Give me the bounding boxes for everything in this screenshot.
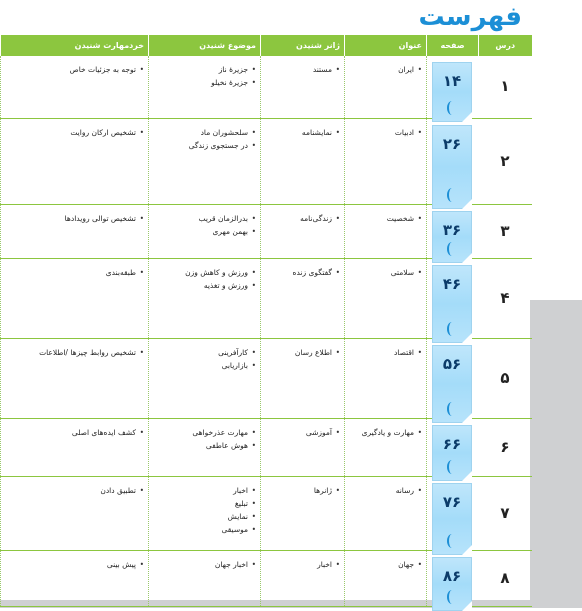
list-item: • تشخیص ارکان روایت [5,126,144,139]
genre-cell [261,338,345,418]
skill-list [5,346,144,359]
subject-list [153,63,256,89]
page-number: ۴۶ [442,274,462,293]
list-item: • ورزش و تغذیه [153,279,256,292]
list-item: • جزیرۀ ناز [153,63,256,76]
page-cell [427,418,479,476]
header-subject: موضوع شنیدن [149,35,261,56]
contents-table [0,35,532,607]
table-row [1,418,532,476]
list-item: • نمایشنامه [265,126,340,139]
list-item: • بدرالزمان قریب [153,212,256,225]
table-row [1,56,532,118]
page-tab[interactable] [432,345,472,423]
topic-list [349,266,422,279]
subject-list [153,212,256,238]
page-title: فهرست [418,2,522,32]
subject-list [153,426,256,452]
table-row [1,550,532,606]
subject-cell [149,476,261,550]
list-item: • تشخیص توالی رویدادها [5,212,144,225]
table-row [1,204,532,258]
topic-list [349,484,422,497]
genre-list [265,484,340,497]
header-row [1,35,532,56]
lesson-number: ۵ [479,338,532,418]
page-curl-icon [447,322,457,336]
topic-cell [345,476,427,550]
skill-cell [1,550,149,606]
page-tab[interactable] [432,125,472,209]
topic-list [349,558,422,571]
topic-list [349,63,422,76]
subject-cell [149,56,261,118]
skill-list [5,426,144,439]
topic-cell [345,204,427,258]
list-item: • مهارت و یادگیری [349,426,422,439]
page-tab[interactable] [432,62,472,122]
header-topic: عنوان [345,35,427,56]
page-cell [427,258,479,338]
page-number: ۷۶ [442,492,462,511]
subject-list [153,266,256,292]
list-item: • بهمن مهری [153,225,256,238]
subject-cell [149,258,261,338]
table-row [1,118,532,204]
list-item: • زندگی‌نامه [265,212,340,225]
skill-cell [1,258,149,338]
subject-list [153,558,256,571]
list-item: • اخبار [265,558,340,571]
header-lesson: درس [479,35,532,56]
genre-list [265,558,340,571]
page-curl-icon [447,402,457,416]
genre-cell [261,418,345,476]
topic-cell [345,258,427,338]
topic-cell [345,550,427,606]
list-item: • طبقه‌بندی [5,266,144,279]
list-item: • سلامتی [349,266,422,279]
list-item: • شخصیت [349,212,422,225]
topic-cell [345,118,427,204]
genre-list [265,426,340,439]
list-item: • ادبیات [349,126,422,139]
list-item: • سلحشوران ماد [153,126,256,139]
list-item: • توجه به جزئیات خاص [5,63,144,76]
table-row [1,258,532,338]
page-fold-icon [462,601,472,611]
page-tab[interactable] [432,425,472,481]
page-curl-icon [447,460,457,474]
page-number: ۲۶ [442,134,462,153]
list-item: • بازاریابی [153,359,256,372]
skill-list [5,126,144,139]
page-curl-icon [447,242,457,256]
list-item: • اخبار جهان [153,558,256,571]
list-item: • ژانرها [265,484,340,497]
genre-cell [261,204,345,258]
lesson-number: ۴ [479,258,532,338]
page-curl-icon [447,590,457,604]
list-item: • تشخیص روابط چیزها /اطلاعات [5,346,144,359]
list-item: • ورزش و کاهش وزن [153,266,256,279]
topic-list [349,426,422,439]
genre-cell [261,550,345,606]
page-cell [427,204,479,258]
skill-cell [1,418,149,476]
lesson-number: ۷ [479,476,532,550]
subject-cell [149,204,261,258]
skill-list [5,558,144,571]
table-row [1,476,532,550]
genre-cell [261,258,345,338]
list-item: • تبلیغ [153,497,256,510]
lesson-number: ۳ [479,204,532,258]
page-number: ۸۶ [442,566,462,585]
subject-cell [149,418,261,476]
table-row [1,338,532,418]
subject-cell [149,550,261,606]
topic-cell [345,338,427,418]
genre-list [265,212,340,225]
subject-cell [149,118,261,204]
skill-cell [1,118,149,204]
page-number: ۶۶ [442,434,462,453]
page-curl-icon [447,534,457,548]
genre-list [265,266,340,279]
page-number: ۵۶ [442,354,462,373]
list-item: • مهارت عذرخواهی [153,426,256,439]
subject-cell [149,338,261,418]
page-curl-icon [447,188,457,202]
skill-cell [1,56,149,118]
lesson-number: ۶ [479,418,532,476]
list-item: • تطبیق دادن [5,484,144,497]
lesson-number: ۸ [479,550,532,606]
list-item: • جزیرۀ نخیلو [153,76,256,89]
page-tab[interactable] [432,483,472,555]
lesson-number: ۱ [479,56,532,118]
page-cell [427,338,479,418]
genre-list [265,346,340,359]
list-item: • رسانه [349,484,422,497]
list-item: • اطلاع رسان [265,346,340,359]
list-item: • موسیقی [153,523,256,536]
list-item: • اقتصاد [349,346,422,359]
topic-list [349,212,422,225]
page-cell [427,476,479,550]
skill-cell [1,338,149,418]
list-item: • کارآفرینی [153,346,256,359]
list-item: • در جستجوی زندگی [153,139,256,152]
genre-cell [261,476,345,550]
topic-list [349,346,422,359]
gray-side-band [530,300,582,608]
list-item: • گفتگوی زنده [265,266,340,279]
list-item: • نمایش [153,510,256,523]
list-item: • آموزشی [265,426,340,439]
list-item: • اخبار [153,484,256,497]
page-cell [427,550,479,606]
page-cell [427,56,479,118]
skill-list [5,212,144,225]
list-item: • مستند [265,63,340,76]
skill-list [5,484,144,497]
topic-cell [345,418,427,476]
list-item: • پیش بینی [5,558,144,571]
subject-list [153,346,256,372]
page-number: ۱۴ [442,72,462,90]
list-item: • جهان [349,558,422,571]
genre-cell [261,56,345,118]
skill-cell [1,204,149,258]
list-item: • هوش عاطفی [153,439,256,452]
page-curl-icon [447,101,457,115]
subject-list [153,484,256,536]
page-tab[interactable] [432,211,472,263]
genre-list [265,126,340,139]
page-tab[interactable] [432,557,472,611]
skill-list [5,266,144,279]
list-item: • کشف ایده‌های اصلی [5,426,144,439]
subject-list [153,126,256,152]
header-skill: خردمهارت شنیدن [1,35,149,56]
page-tab[interactable] [432,265,472,343]
skill-list [5,63,144,76]
genre-cell [261,118,345,204]
header-genre: ژانر شنیدن [261,35,345,56]
skill-cell [1,476,149,550]
genre-list [265,63,340,76]
page-cell [427,118,479,204]
topic-cell [345,56,427,118]
topic-list [349,126,422,139]
list-item: • ایران [349,63,422,76]
page-number: ۳۶ [442,220,462,239]
header-page: صفحه [427,35,479,56]
lesson-number: ۲ [479,118,532,204]
